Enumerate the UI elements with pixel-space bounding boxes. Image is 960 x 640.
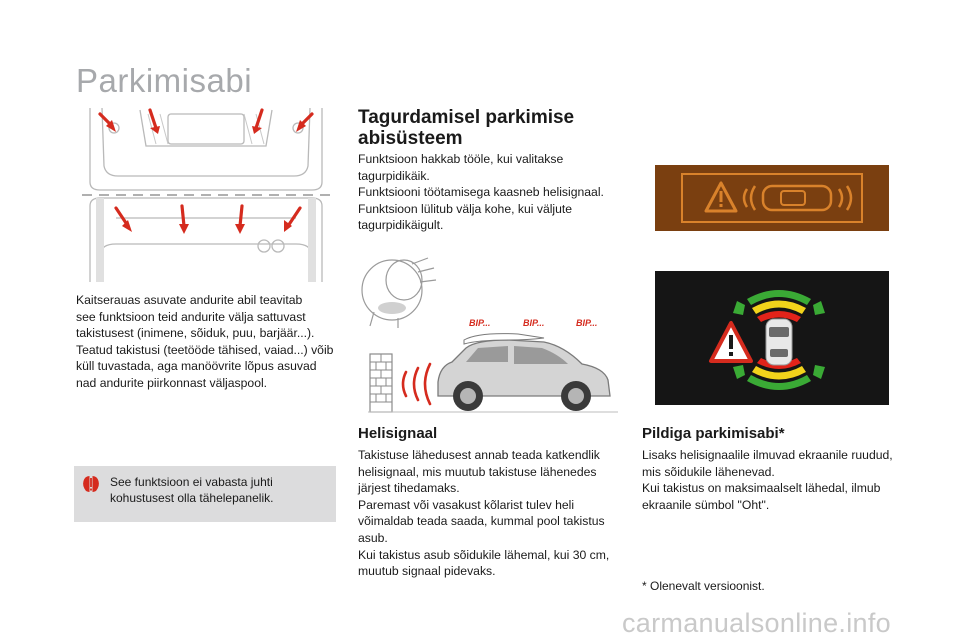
reversing-car-illustration [368,310,618,414]
rear-line: tagurpidikäik. [358,168,430,183]
rear-parking-heading [358,107,574,149]
warning-note [74,466,336,522]
sound-line: muutub signaal pidevaks. [358,564,496,579]
watermark: carmanualsonline.info [622,608,891,638]
beep-label: BIP... [469,318,491,328]
sound-line: võimaldab teada saada, kummal pool takistus [358,514,605,529]
intro-line: küll tuvastada, aga manöövrite lõpus asuvad [76,359,317,374]
sound-line: järjest tihedamaks. [358,481,460,496]
intro-line: nad andurite piirkonnast väljaspool. [76,375,268,390]
sound-line: helisignaal, mis muutub takistuse lähenedes [358,464,597,479]
sound-signal-heading: Helisignaal [358,425,438,442]
exclamation-warning-icon [82,475,100,493]
footnote: * Olenevalt versioonist. [642,579,765,593]
park-assist-warning-panel [655,165,889,231]
bumper-sensors-illustration [76,106,336,284]
sound-signal-paragraph [358,447,609,580]
sound-line: Takistuse lähedusest annab teada katkendlik [358,448,600,462]
sound-line: asub. [358,530,388,545]
visual-line: Kui takistus on maksimaalselt lähedal, ilmub [642,481,881,496]
rear-parking-paragraph [358,151,604,234]
intro-paragraph [76,292,333,392]
warning-line: kohustusest olla tähelepanelik. [110,491,274,505]
rear-line: tagurpidikäigult. [358,218,444,233]
visual-assist-heading: Pildiga parkimisabi* [642,425,785,442]
intro-line: see funktsioon teid andurite välja sattuvast [76,309,306,324]
visual-line: mis sõidukile lähenevad. [642,464,775,479]
intro-line: takistusest (inimene, sõiduk, puu, barjäär...). [76,326,315,341]
intro-line: Kaitserauas asuvate andurite abil teavitab [76,293,303,307]
rear-line: Funktsiooni töötamisega kaasneb helisignaal. [358,185,604,200]
rear-line: Funktsioon lülitub välja kohe, kui väljute [358,201,573,216]
rear-line: Funktsioon hakkab tööle, kui valitakse [358,152,564,166]
beep-label: BIP... [523,318,545,328]
sound-line: Kui takistus asub sõidukile lähemal, kui 30 cm, [358,547,610,562]
visual-line: ekraanile sümbol "Oht". [642,497,770,512]
warning-line: See funktsioon ei vabasta juhti [110,475,273,489]
warning-text [110,474,273,506]
sound-line: Paremast või vasakust kõlarist tulev heli [358,497,575,512]
beep-label: BIP... [576,318,598,328]
visual-line: Lisaks helisignaalile ilmuvad ekraanile ruudud, [642,448,893,462]
heading-line: abisüsteem [358,128,463,149]
page-title: Parkimisabi [76,62,253,99]
intro-line: Teatud takistusi (teetööde tähised, vaiad...) võib [76,342,334,357]
heading-line: Tagurdamisel parkimise [358,107,575,128]
visual-assist-paragraph [642,447,893,513]
park-assist-display [655,271,889,405]
